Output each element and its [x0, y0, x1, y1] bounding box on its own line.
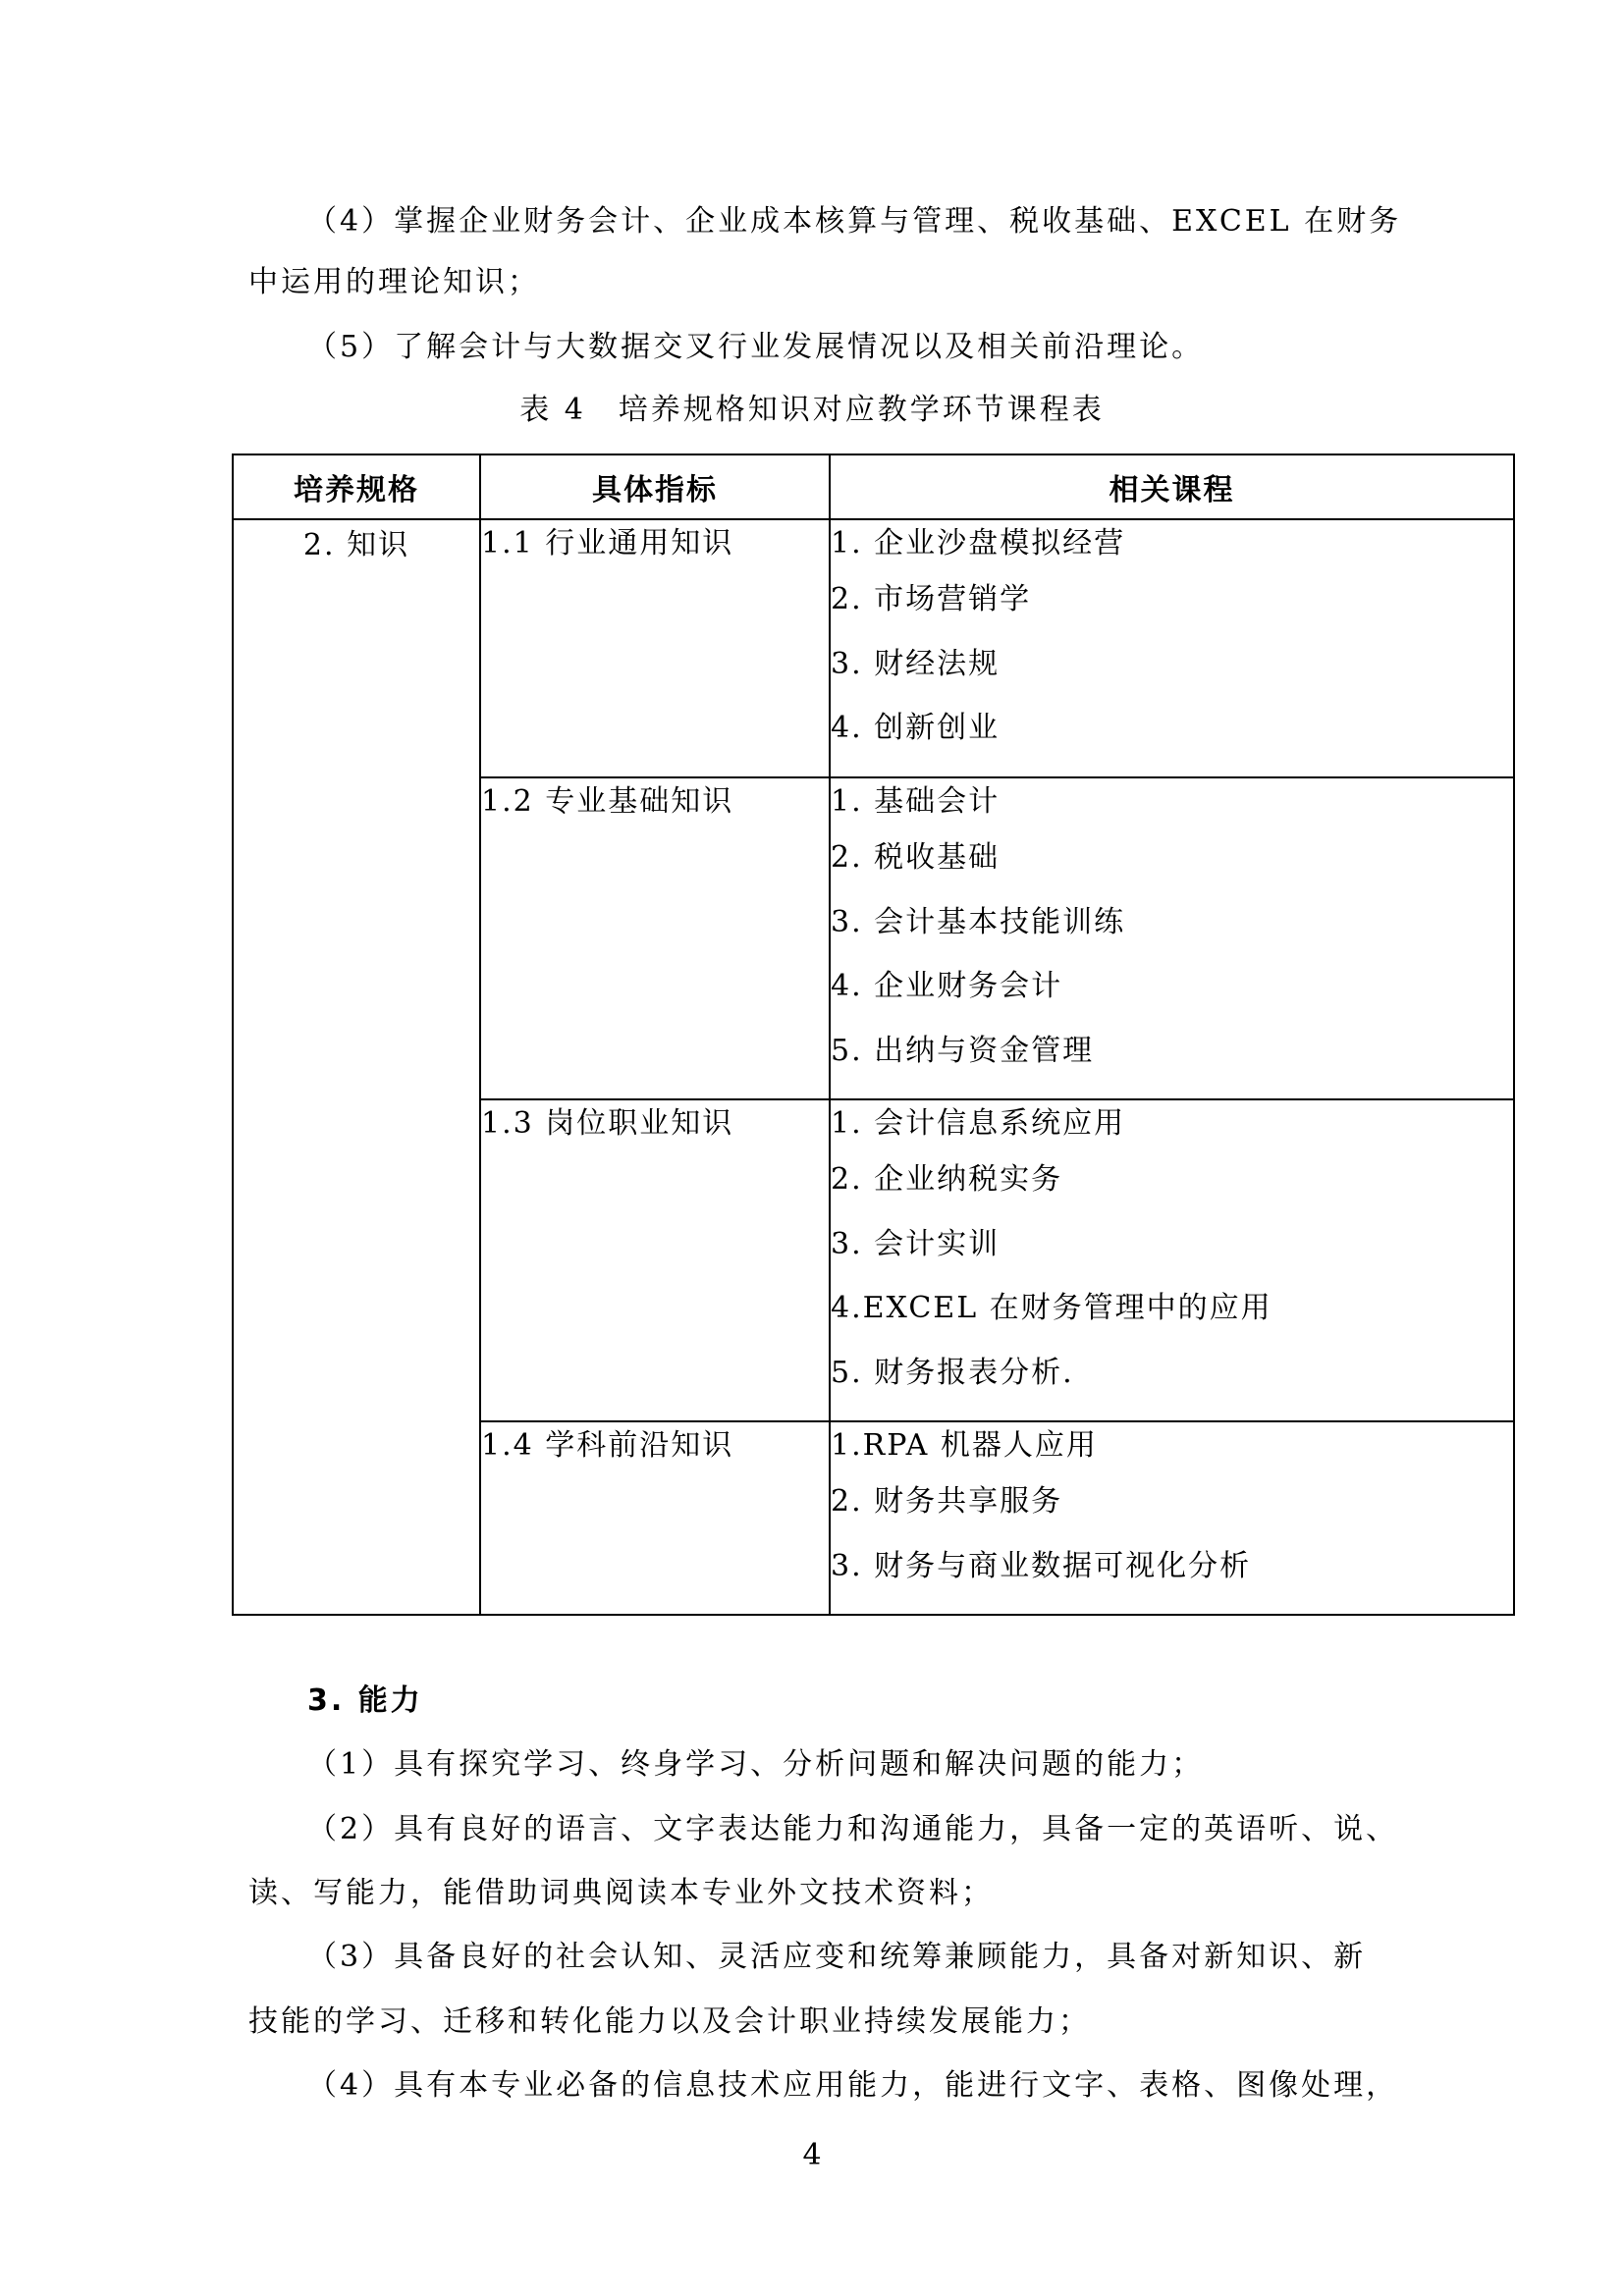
page-number: 4	[802, 2138, 822, 2172]
course-item: 4.EXCEL 在财务管理中的应用	[831, 1291, 1272, 1325]
course-item: 3. 会计实训	[831, 1226, 1001, 1261]
indicator-cell: 1.4 学科前沿知识	[480, 1421, 830, 1615]
course-item: 1.RPA 机器人应用	[831, 1428, 1098, 1463]
course-item: 5. 出纳与资金管理	[831, 1033, 1095, 1068]
course-item: 4. 企业财务会计	[831, 969, 1063, 1003]
course-item: 3. 会计基本技能训练	[831, 904, 1126, 939]
course-item: 3. 财务与商业数据可视化分析	[831, 1548, 1252, 1583]
table-row	[233, 519, 1514, 777]
course-item: 2. 市场营销学	[831, 582, 1032, 616]
ability-line: （1）具有探究学习、终身学习、分析问题和解决问题的能力；	[307, 1747, 1205, 1782]
indicator-cell: 1.1 行业通用知识	[480, 519, 830, 777]
intro-paragraph-4: （4）掌握企业财务会计、企业成本核算与管理、税收基础、EXCEL 在财务	[307, 204, 1402, 239]
ability-line: （2）具有良好的语言、文字表达能力和沟通能力，具备一定的英语听、说、	[307, 1812, 1399, 1846]
course-item: 2. 财务共享服务	[831, 1484, 1063, 1519]
table-header-row	[233, 454, 1514, 519]
ability-line: 技能的学习、迁移和转化能力以及会计职业持续发展能力；	[248, 2004, 1091, 2039]
header-spec: 培养规格	[233, 454, 480, 519]
ability-line: （4）具有本专业必备的信息技术应用能力，能进行文字、表格、图像处理，	[307, 2068, 1399, 2103]
indicator-cell: 1.3 岗位职业知识	[480, 1099, 830, 1421]
table-caption: 表 4 培养规格知识对应教学环节课程表	[519, 393, 1105, 427]
intro-paragraph-5: （5）了解会计与大数据交叉行业发展情况以及相关前沿理论。	[307, 330, 1205, 364]
course-item: 2. 税收基础	[831, 840, 1001, 875]
header-indicator: 具体指标	[480, 454, 830, 519]
ability-line: （3）具备良好的社会认知、灵活应变和统筹兼顾能力，具备对新知识、新	[307, 1940, 1367, 1974]
courses-cell	[830, 1421, 1514, 1615]
courses-cell	[830, 1099, 1514, 1421]
course-item: 4. 创新创业	[831, 711, 1001, 745]
intro-paragraph-4-cont: 中运用的理论知识；	[248, 265, 540, 299]
course-item: 1. 会计信息系统应用	[831, 1106, 1126, 1141]
curriculum-table	[232, 454, 1515, 1616]
courses-cell	[830, 519, 1514, 777]
course-item: 3. 财经法规	[831, 646, 1001, 681]
header-courses: 相关课程	[830, 454, 1514, 519]
indicator-cell: 1.2 专业基础知识	[480, 777, 830, 1099]
section-heading-ability: 3. 能力	[307, 1683, 423, 1718]
courses-cell	[830, 777, 1514, 1099]
course-item: 2. 企业纳税实务	[831, 1162, 1063, 1197]
spec-cell: 2. 知识	[233, 519, 480, 1615]
course-item: 1. 基础会计	[831, 784, 1001, 819]
ability-line: 读、写能力，能借助词典阅读本专业外文技术资料；	[248, 1876, 994, 1910]
course-item: 1. 企业沙盘模拟经营	[831, 526, 1126, 561]
course-item: 5. 财务报表分析.	[831, 1355, 1074, 1390]
